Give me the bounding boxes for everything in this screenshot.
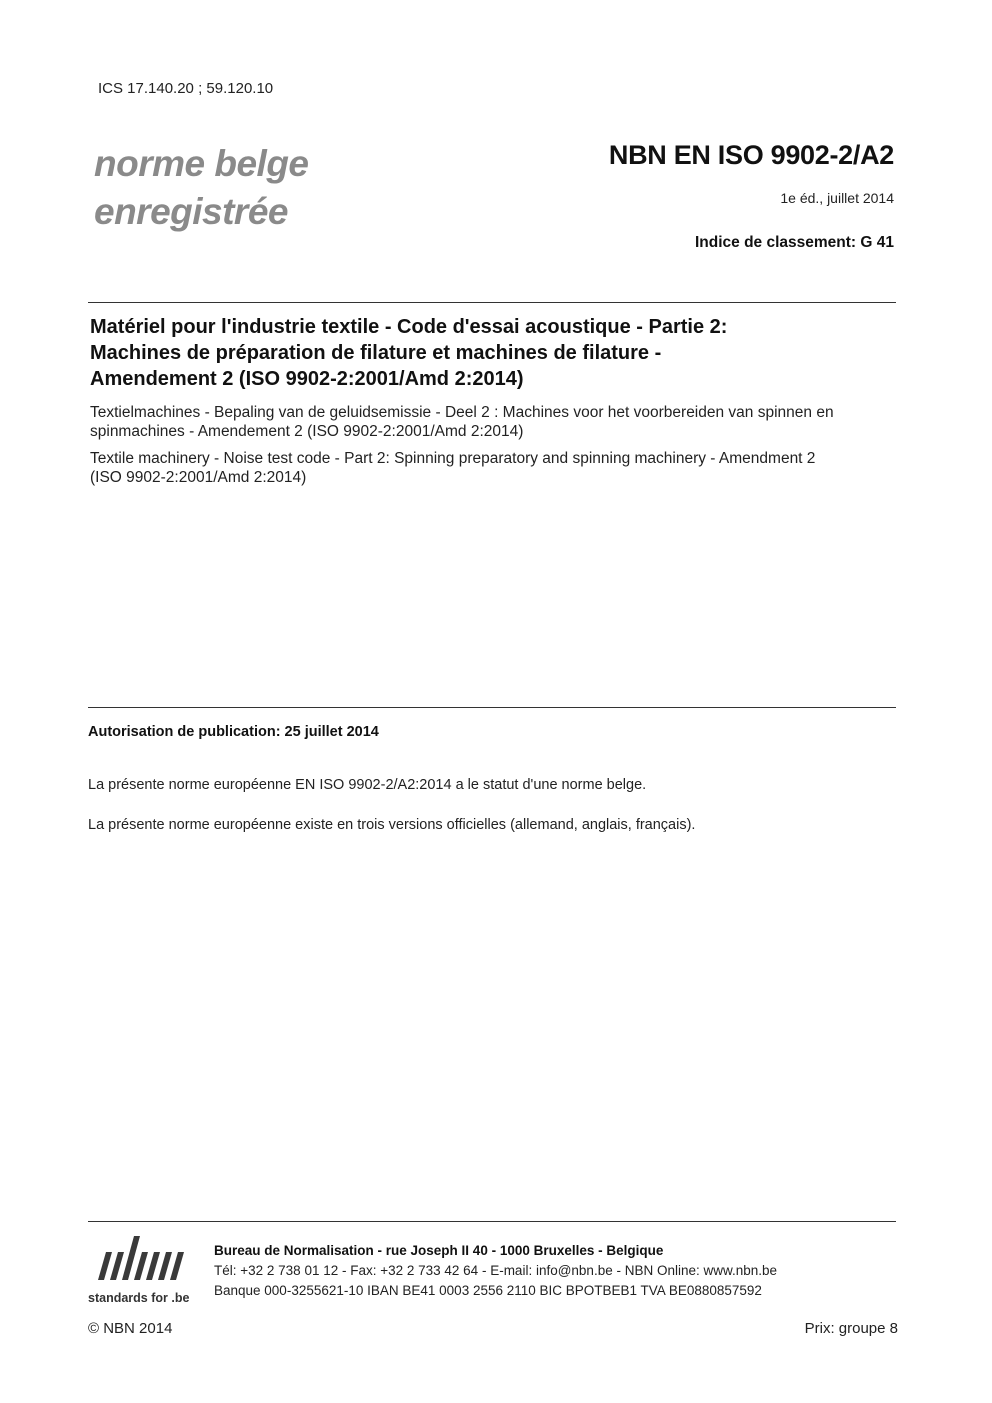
title-nl-line-1: Textielmachines - Bepaling van de geluidsemissie - Deel 2 : Machines voor het voorbereiden van spinnen en (90, 404, 834, 421)
edition-date: 1e éd., juillet 2014 (780, 190, 894, 206)
price-group: Prix: groupe 8 (804, 1320, 898, 1337)
title-fr-line-1: Matériel pour l'industrie textile - Code d'essai acoustique - Partie 2: (90, 316, 728, 338)
footer-address: Bureau de Normalisation - rue Joseph II 40 - 1000 Bruxelles - Belgique (214, 1243, 664, 1258)
title-english (90, 449, 900, 487)
title-french (90, 314, 900, 392)
norme-line-2: enregistrée (94, 191, 288, 232)
title-dutch (90, 403, 900, 441)
norme-line-1: norme belge (94, 143, 309, 184)
divider-middle (88, 707, 896, 708)
statement-status: La présente norme européenne EN ISO 9902-2/A2:2014 a le statut d'une norme belge. (88, 777, 647, 793)
ics-code: ICS 17.140.20 ; 59.120.10 (98, 80, 274, 97)
logo-tagline: standards for .be (88, 1291, 190, 1305)
publication-authorisation: Autorisation de publication: 25 juillet 2014 (88, 724, 379, 740)
standard-reference: NBN EN ISO 9902-2/A2 (608, 140, 894, 170)
norme-belge-heading (94, 140, 309, 236)
title-fr-line-2: Machines de préparation de filature et machines de filature - (90, 342, 662, 364)
title-nl-line-2: spinmachines - Amendement 2 (ISO 9902-2:2001/Amd 2:2014) (90, 423, 524, 440)
footer-contact: Tél: +32 2 738 01 12 - Fax: +32 2 733 42 64 - E-mail: info@nbn.be - NBN Online: www.nbn.be (214, 1263, 778, 1278)
nbn-logo-mark-icon (88, 1230, 200, 1282)
classification-index: Indice de classement: G 41 (694, 234, 894, 251)
statement-versions: La présente norme européenne existe en trois versions officielles (allemand, anglais, français). (88, 817, 696, 833)
divider-footer (88, 1221, 896, 1222)
title-en-line-1: Textile machinery - Noise test code - Part 2: Spinning preparatory and spinning machinery - Amendment 2 (90, 450, 816, 467)
divider-top (88, 302, 896, 303)
title-en-line-2: (ISO 9902-2:2001/Amd 2:2014) (90, 469, 307, 486)
footer-bank: Banque 000-3255621-10 IBAN BE41 0003 2556 2110 BIC BPOTBEB1 TVA BE0880857592 (214, 1283, 762, 1298)
copyright: © NBN 2014 (88, 1320, 173, 1337)
nbn-logo (88, 1230, 200, 1306)
footer-contact-block (214, 1241, 777, 1301)
title-fr-line-3: Amendement 2 (ISO 9902-2:2001/Amd 2:2014) (90, 368, 524, 390)
